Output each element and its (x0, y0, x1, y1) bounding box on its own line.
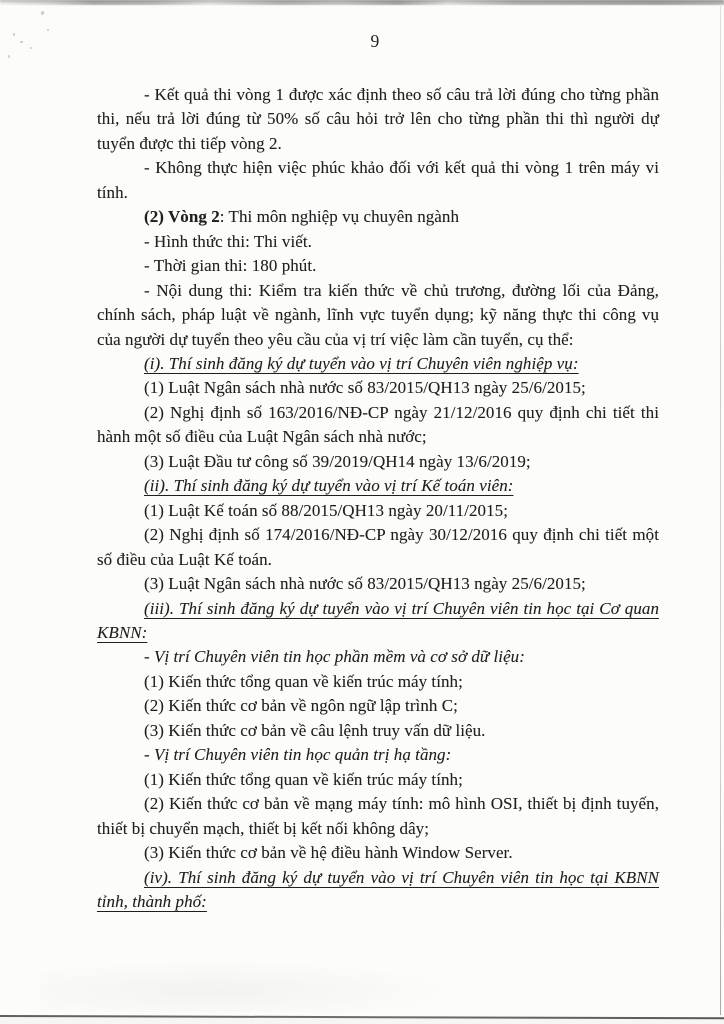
paragraph: (2) Kiến thức cơ bản về mạng máy tính: mô hình OSI, thiết bị định tuyến, thiết bị chuyển mạch, thiết bị kết nối không dây; (97, 794, 659, 838)
section-heading: (i). Thí sinh đăng ký dự tuyển vào vị trí Chuyên viên nghiệp vụ: (144, 353, 579, 373)
paragraph: (3) Kiến thức cơ bản về câu lệnh truy vấn dữ liệu. (144, 720, 486, 740)
section-heading: (ii). Thí sinh đăng ký dự tuyển vào vị trí Kế toán viên: (144, 476, 514, 496)
paragraph: (1) Luật Ngân sách nhà nước số 83/2015/QH13 ngày 25/6/2015; (144, 378, 586, 398)
scan-speckle (40, 11, 44, 16)
paragraph: - Vị trí Chuyên viên tin học phần mềm và cơ sở dữ liệu: (144, 647, 525, 667)
paragraph: - Nội dung thi: Kiểm tra kiến thức về chủ trương, đường lối của Đảng, chính sách, pháp luật về ngành, lĩnh vực tuyển dụng; kỹ năng thực thi công vụ của người dự tuyển theo yêu cầu của vị trí việc làm cần tuyển, cụ thể: (97, 280, 659, 349)
paragraph: (2) Nghị định số 163/2016/NĐ-CP ngày 21/12/2016 quy định chi tiết thi hành một số điều của Luật Ngân sách nhà nước; (97, 402, 659, 447)
scan-artifact-blotch (40, 960, 470, 1012)
paragraph: - Thời gian thi: 180 phút. (144, 256, 317, 276)
paragraph: - Hình thức thi: Thi viết. (144, 231, 312, 251)
document-body (97, 83, 659, 914)
paragraph: (1) Kiến thức tổng quan về kiến trúc máy tính; (144, 769, 463, 789)
scan-speckle (7, 55, 10, 59)
paragraph: (1) Kiến thức tổng quan về kiến trúc máy tính; (144, 671, 463, 691)
section-heading: (iv). Thí sinh đăng ký dự tuyển vào vị trí Chuyên viên tin học tại KBNN tỉnh, thành phố: (97, 867, 659, 911)
paragraph: (3) Luật Ngân sách nhà nước số 83/2015/QH13 ngày 25/6/2015; (144, 574, 586, 594)
paragraph: - Kết quả thi vòng 1 được xác định theo số câu trả lời đúng cho từng phần thi, nếu trả lời đúng từ 50% số câu hỏi trở lên cho từng phần thi thì người dự tuyển được thi tiếp vòng 2. (97, 85, 659, 153)
paragraph: (3) Luật Đầu tư công số 39/2019/QH14 ngày 13/6/2019; (144, 451, 531, 471)
scan-artifact-top-edge (0, 0, 724, 5)
paragraph: (2) Vòng 2: Thi môn nghiệp vụ chuyên ngành (144, 207, 460, 227)
paragraph: (2) Kiến thức cơ bản về ngôn ngữ lập trình C; (144, 696, 458, 716)
paragraph: (3) Kiến thức cơ bản về hệ điều hành Window Server. (144, 843, 513, 863)
paragraph: (2) Nghị định số 174/2016/NĐ-CP ngày 30/12/2016 quy định chi tiết một số điều của Luật Kế toán. (97, 525, 659, 569)
paragraph-bold-lead: (2) Vòng 2 (144, 207, 220, 227)
scan-artifact-right-edge-line (720, 4, 721, 1015)
paragraph: (1) Luật Kế toán số 88/2015/QH13 ngày 20/11/2015; (144, 500, 508, 520)
page-number: 9 (370, 31, 380, 51)
section-heading: (iii). Thí sinh đăng ký dự tuyển vào vị trí Chuyên viên tin học tại Cơ quan KBNN: (97, 598, 659, 642)
paragraph: - Không thực hiện việc phúc khảo đối với kết quả thi vòng 1 trên máy vi tính. (97, 158, 659, 202)
paragraph: - Vị trí Chuyên viên tin học quản trị hạ tầng: (144, 745, 452, 765)
